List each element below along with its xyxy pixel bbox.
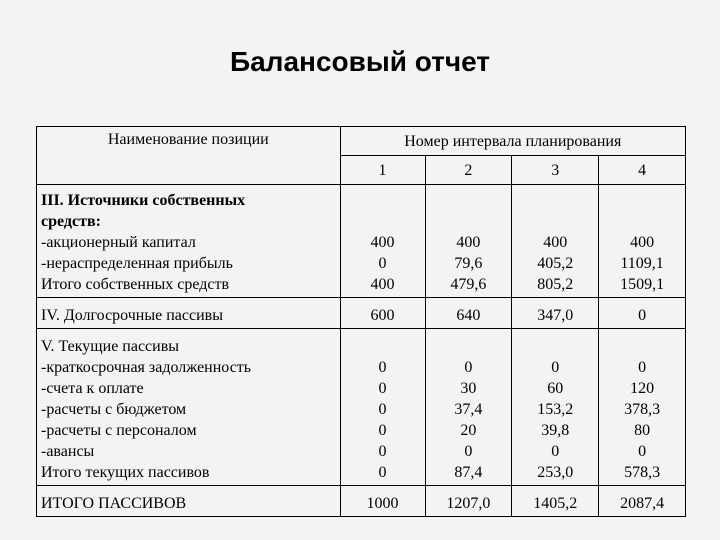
- cell-value: 37,4: [454, 401, 483, 418]
- value-cell: [425, 185, 512, 298]
- cell-value: 479,6: [450, 276, 487, 293]
- cell-value: 30: [460, 380, 477, 397]
- cell-value: 0: [638, 307, 647, 324]
- page-title: Балансовый отчет: [229, 46, 491, 77]
- cell-value: 0: [464, 359, 473, 376]
- cell-value: 120: [630, 380, 655, 397]
- header-planning-interval: Номер интервала планирования: [340, 127, 685, 156]
- value-cell: [512, 329, 599, 486]
- row-label-line: -акционерный капитал: [41, 234, 196, 251]
- cell-value: 400: [543, 234, 568, 251]
- balance-table: [36, 126, 686, 517]
- cell-value: 87,4: [454, 464, 483, 481]
- column-header-4: 4: [599, 156, 686, 185]
- row-label-line: IV. Долгосрочные пассивы: [41, 307, 223, 324]
- cell-value: 578,3: [624, 464, 661, 481]
- table-header-row: [37, 127, 686, 156]
- cell-value: 1000: [366, 495, 399, 512]
- value-cell: [599, 298, 686, 329]
- cell-value: 1109,1: [620, 255, 664, 272]
- table-row: [37, 185, 686, 298]
- cell-value: 347,0: [537, 307, 574, 324]
- value-cell: [340, 486, 425, 517]
- cell-value: 378,3: [624, 401, 661, 418]
- row-label-current-liabilities: [37, 329, 341, 486]
- cell-value: 79,6: [454, 255, 483, 272]
- table-row: [37, 329, 686, 486]
- row-label-own-funds: [37, 185, 341, 298]
- cell-value: 1405,2: [533, 495, 578, 512]
- cell-value: 0: [378, 464, 387, 481]
- value-cell: [512, 298, 599, 329]
- cell-value: 1509,1: [620, 276, 665, 293]
- value-cell: [425, 486, 512, 517]
- row-label-line: ИТОГО ПАССИВОВ: [41, 495, 187, 512]
- cell-value: 640: [456, 307, 481, 324]
- value-cell: [340, 185, 425, 298]
- row-label-line: III. Источники собственных: [41, 192, 246, 209]
- cell-value: 0: [378, 359, 387, 376]
- cell-value: 153,2: [537, 401, 574, 418]
- column-header-2: 2: [425, 156, 512, 185]
- value-cell: [340, 298, 425, 329]
- row-label-line: -счета к оплате: [41, 380, 144, 397]
- row-label-line: средств:: [41, 213, 101, 230]
- table-row: [37, 298, 686, 329]
- cell-value: 0: [551, 359, 560, 376]
- cell-value: 0: [378, 380, 387, 397]
- cell-value: 0: [378, 443, 387, 460]
- value-cell: [599, 486, 686, 517]
- row-label-line: -расчеты с персоналом: [41, 422, 197, 439]
- row-label-long-term-liabilities: [37, 298, 341, 329]
- row-label-total-liabilities: [37, 486, 341, 517]
- cell-value: 0: [464, 443, 473, 460]
- row-label-line: -авансы: [41, 443, 95, 460]
- cell-value: 2087,4: [620, 495, 665, 512]
- cell-value: 405,2: [537, 255, 574, 272]
- column-header-3: 3: [512, 156, 599, 185]
- row-label-line: V. Текущие пассивы: [41, 338, 180, 355]
- row-label-line: -нераспределенная прибыль: [41, 255, 233, 272]
- cell-value: 0: [551, 443, 560, 460]
- header-position-name: Наименование позиции: [37, 127, 341, 185]
- row-label-line: Итого текущих пассивов: [41, 464, 210, 481]
- cell-value: 400: [456, 234, 481, 251]
- cell-value: 60: [547, 380, 564, 397]
- cell-value: 39,8: [541, 422, 570, 439]
- cell-value: 80: [634, 422, 651, 439]
- row-label-line: -расчеты с бюджетом: [41, 401, 187, 418]
- cell-value: 0: [638, 443, 647, 460]
- value-cell: [512, 486, 599, 517]
- cell-value: 0: [378, 401, 387, 418]
- cell-value: 253,0: [537, 464, 574, 481]
- column-header-1: 1: [340, 156, 425, 185]
- row-label-line: Итого собственных средств: [41, 276, 230, 293]
- cell-value: 400: [370, 234, 395, 251]
- value-cell: [599, 185, 686, 298]
- value-cell: [425, 329, 512, 486]
- cell-value: 400: [370, 276, 395, 293]
- cell-value: 805,2: [537, 276, 574, 293]
- cell-value: 400: [630, 234, 655, 251]
- row-label-line: -краткосрочная задолженность: [41, 359, 252, 376]
- value-cell: [599, 329, 686, 486]
- value-cell: [425, 298, 512, 329]
- cell-value: 0: [378, 422, 387, 439]
- cell-value: 20: [460, 422, 477, 439]
- cell-value: 600: [370, 307, 395, 324]
- value-cell: [340, 329, 425, 486]
- cell-value: 0: [378, 255, 387, 272]
- table-row-total: [37, 486, 686, 517]
- value-cell: [512, 185, 599, 298]
- cell-value: 1207,0: [446, 495, 491, 512]
- cell-value: 0: [638, 359, 647, 376]
